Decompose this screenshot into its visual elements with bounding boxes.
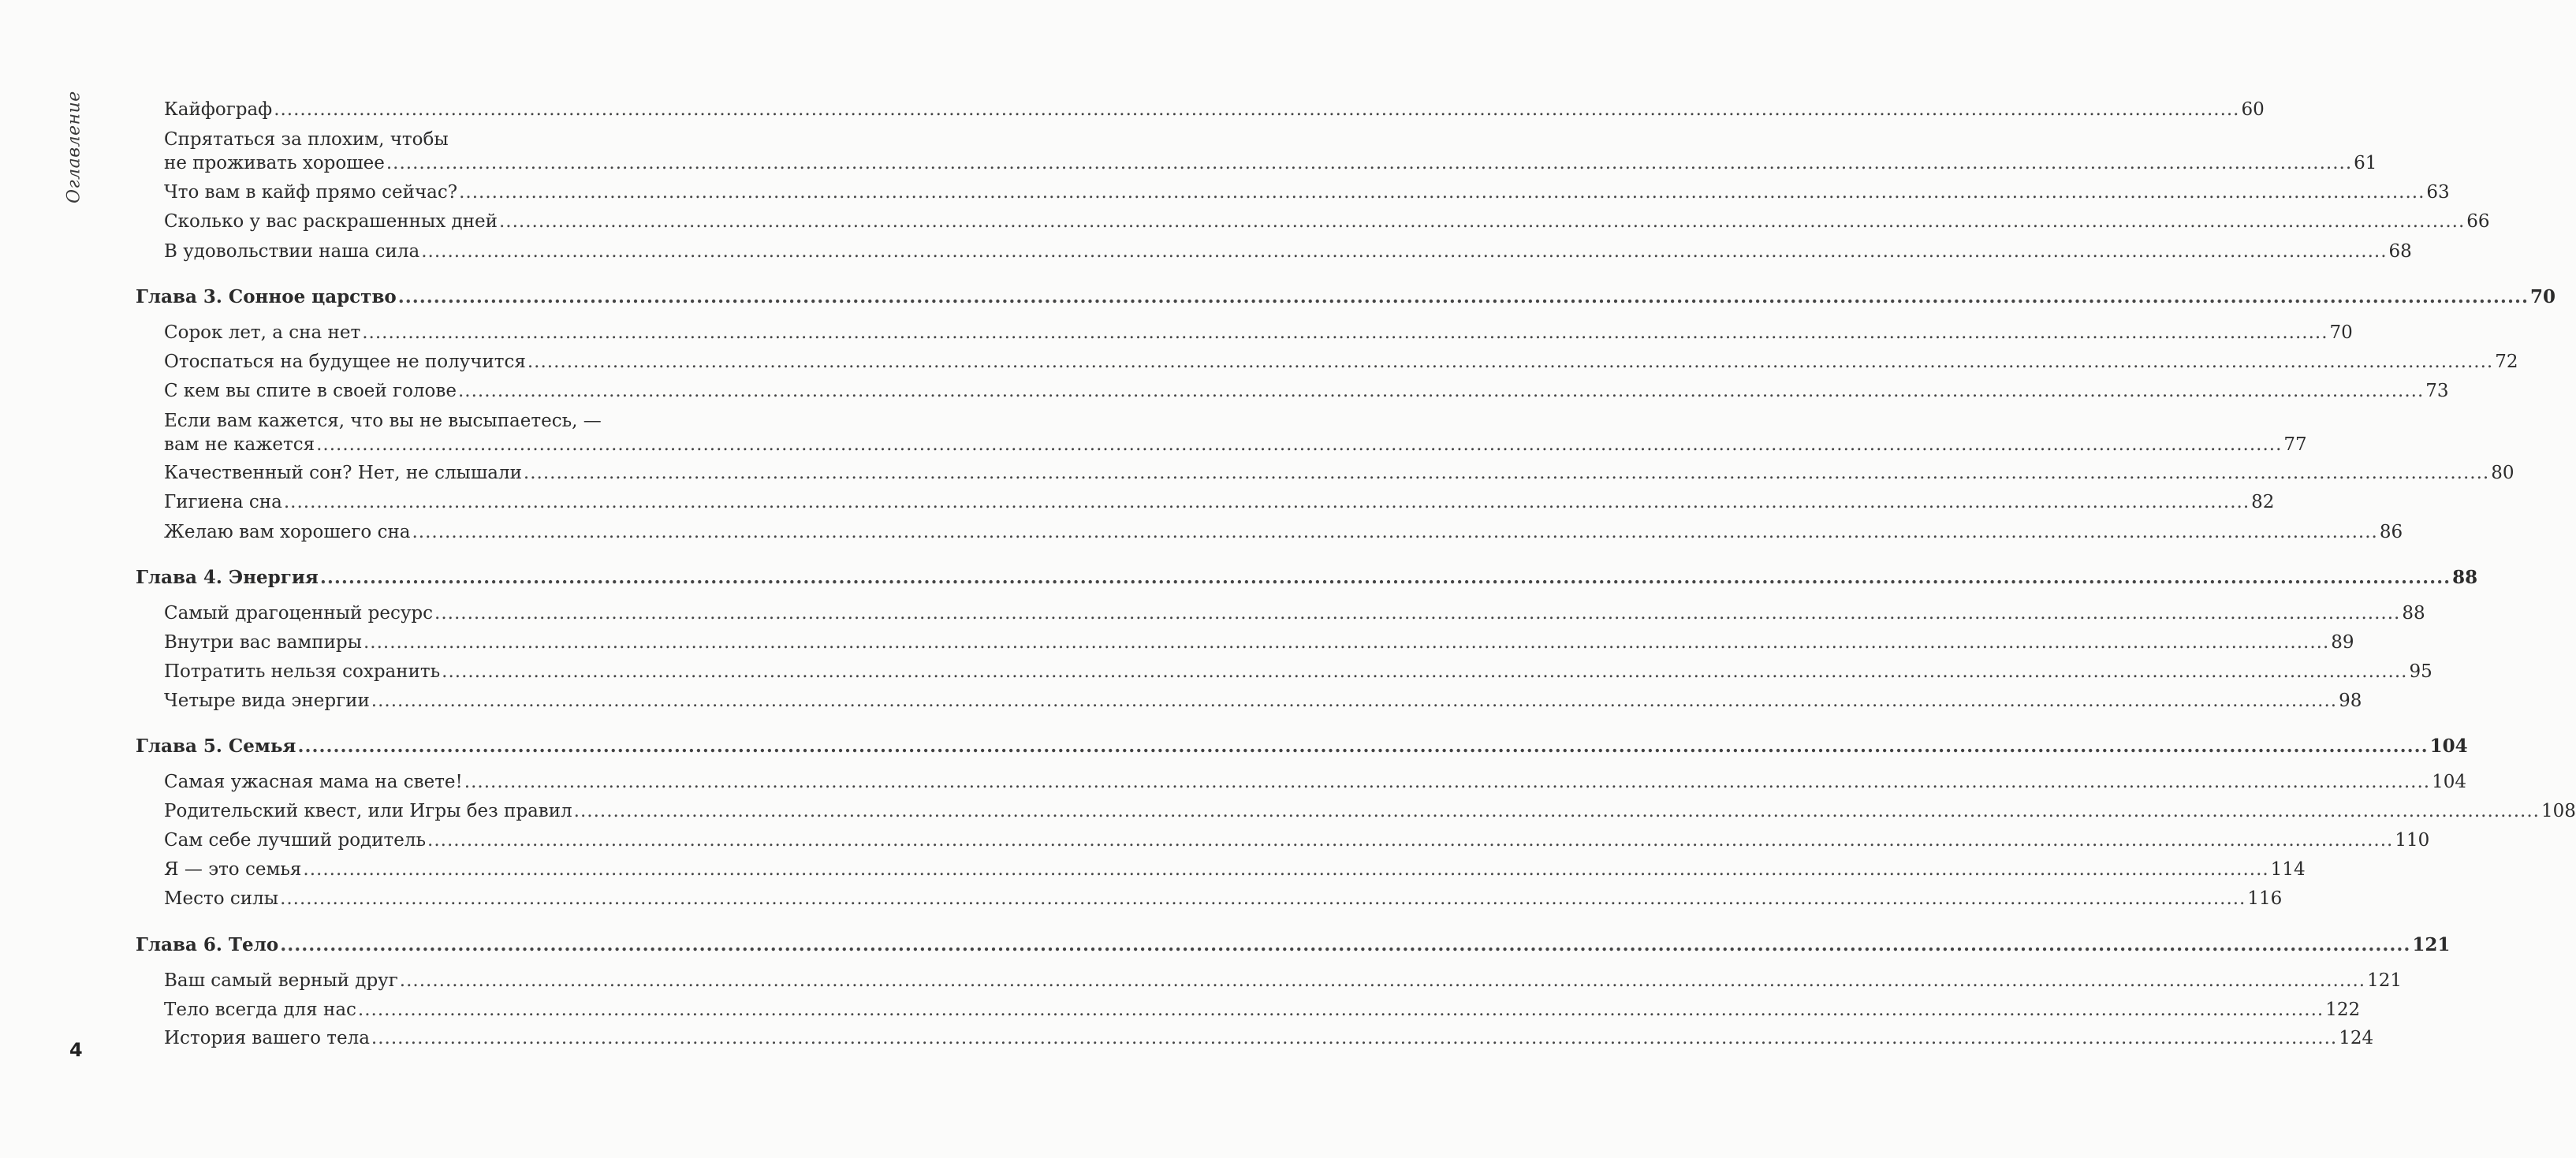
toc-entry[interactable] [164,240,2412,263]
toc-entry-page: 122 [2325,1000,2361,1020]
toc-entry-title: Четыре вида энергии [164,691,370,711]
toc-entry-title: Самый драгоценный ресурс [164,603,434,624]
dot-leader: ............................................................................................................................................................................................................................................................................................................ [412,522,2378,542]
toc-entry-page: 98 [2339,691,2362,711]
toc-entry[interactable] [164,379,2449,403]
toc-entry-title: Самая ужасная мама на свете! [164,772,463,792]
toc-entry-title: Я — это семья [164,859,302,880]
toc-entry[interactable] [164,770,2466,794]
toc-entry[interactable] [164,461,2514,485]
toc-entry-title: вам не кажется [164,434,315,455]
toc-entry[interactable] [164,350,2518,374]
dot-leader: ............................................................................................................................................................................................................................................................................................................ [397,286,2529,307]
toc-chapter-title: Глава 5. Семья [136,735,296,757]
toc-entry-title: С кем вы спите в своей голове [164,381,457,401]
toc-entry-page: 80 [2491,463,2514,483]
dot-leader: ............................................................................................................................................................................................................................................................................................................ [464,772,2431,792]
toc-entry-page: 114 [2270,859,2306,880]
toc-entry[interactable] [164,1026,2374,1050]
dot-leader: ............................................................................................................................................................................................................................................................................................................ [371,1028,2338,1048]
dot-leader: ............................................................................................................................................................................................................................................................................................................ [457,381,2425,401]
toc-entry-title: Кайфограф [164,99,273,120]
toc-entry-title: Потратить нельзя сохранить [164,661,441,682]
dot-leader: ............................................................................................................................................................................................................................................................................................................ [434,603,2401,624]
dot-leader: ............................................................................................................................................................................................................................................................................................................ [319,567,2451,588]
toc-entry[interactable] [164,601,2425,625]
dot-leader: ............................................................................................................................................................................................................................................................................................................ [386,153,2353,173]
toc-entry-page: 72 [2495,352,2518,372]
dot-leader: ............................................................................................................................................................................................................................................................................................................ [303,859,2269,880]
toc-chapter-page: 104 [2429,735,2468,757]
toc-entry-title: В удовольствии наша сила [164,241,420,262]
dot-leader: ............................................................................................................................................................................................................................................................................................................ [527,352,2494,372]
dot-leader: ............................................................................................................................................................................................................................................................................................................ [280,888,2246,909]
toc-entry-page: 124 [2339,1028,2374,1048]
dot-leader: ............................................................................................................................................................................................................................................................................................................ [283,492,2250,512]
toc-entry-title: Желаю вам хорошего сна [164,522,411,542]
toc-chapter-page: 88 [2452,567,2478,588]
running-head: Оглавление [64,91,84,203]
dot-leader: ............................................................................................................................................................................................................................................................................................................ [459,182,2425,203]
toc-entry-title: Сам себе лучший родитель [164,830,427,851]
toc-entry-page: 77 [2283,434,2307,455]
toc-entry-page: 88 [2402,603,2425,624]
toc-entry-title: Родительский квест, или Игры без правил [164,801,572,821]
toc-entry-page: 121 [2367,970,2402,991]
toc-entry-title-line1: Если вам кажется, что вы не высыпаетесь, — [164,411,602,431]
toc-entry[interactable] [164,828,2430,852]
toc-chapter-entry[interactable] [136,735,2468,758]
toc-chapter-entry[interactable] [136,566,2478,590]
dot-leader: ............................................................................................................................................................................................................................................................................................................ [280,934,2411,955]
toc-entry-page: 95 [2409,661,2432,682]
toc-entry-page: 82 [2251,492,2275,512]
toc-chapter-page: 121 [2412,934,2451,955]
toc-entry[interactable] [164,98,2265,121]
toc-entry[interactable] [164,660,2432,683]
dot-leader: ............................................................................................................................................................................................................................................................................................................ [498,211,2466,232]
dot-leader: ............................................................................................................................................................................................................................................................................................................ [316,434,2283,455]
toc-entry[interactable] [164,490,2275,514]
toc-entry-title-line1: Спрятаться за плохим, чтобы [164,129,449,150]
toc-entry-title: Гигиена сна [164,492,282,512]
toc-entry-title: Сколько у вас раскрашенных дней [164,211,498,232]
toc-entry-page: 110 [2395,830,2430,851]
toc-entry[interactable] [164,631,2354,654]
toc-entry-page: 116 [2247,888,2283,909]
dot-leader: ............................................................................................................................................................................................................................................................................................................ [363,632,2330,653]
dot-leader: ............................................................................................................................................................................................................................................................................................................ [421,241,2388,262]
toc-chapter-title: Глава 6. Тело [136,934,279,955]
dot-leader: ............................................................................................................................................................................................................................................................................................................ [297,735,2429,757]
dot-leader: ............................................................................................................................................................................................................................................................................................................ [371,691,2338,711]
toc-entry-page: 104 [2432,772,2466,792]
toc-entry-page: 60 [2241,99,2265,120]
dot-leader: ............................................................................................................................................................................................................................................................................................................ [523,463,2490,483]
page-number: 4 [69,1039,83,1061]
toc-entry-title: Что вам в кайф прямо сейчас? [164,182,458,203]
toc-chapter-entry[interactable] [136,933,2451,957]
toc-entry-title: Качественный сон? Нет, не слышали [164,463,522,483]
toc-entry[interactable] [164,858,2306,881]
toc-entry[interactable] [164,520,2403,544]
toc-entry[interactable] [164,129,2377,175]
toc-entry[interactable] [164,689,2362,713]
toc-entry[interactable] [164,799,2576,823]
toc-chapter-title: Глава 3. Сонное царство [136,286,397,307]
dot-leader: ............................................................................................................................................................................................................................................................................................................ [427,830,2394,851]
dot-leader: ............................................................................................................................................................................................................................................................................................................ [573,801,2540,821]
toc-entry-title: Тело всегда для нас [164,1000,356,1020]
toc-entry[interactable] [164,887,2283,910]
toc-entry[interactable] [164,181,2450,204]
toc-entry-title: Отоспаться на будущее не получится [164,352,526,372]
toc-entry[interactable] [164,210,2490,233]
toc-entry-page: 68 [2388,241,2412,262]
toc-entry-page: 70 [2329,322,2353,343]
toc-entry-page: 73 [2425,381,2449,401]
toc-entry-page: 66 [2466,211,2490,232]
dot-leader: ............................................................................................................................................................................................................................................................................................................ [362,322,2328,343]
toc-entry[interactable] [164,411,2307,456]
toc-entry[interactable] [164,321,2353,344]
toc-entry-title: Место силы [164,888,279,909]
toc-entry-title: Ваш самый верный друг [164,970,398,991]
dot-leader: ............................................................................................................................................................................................................................................................................................................ [399,970,2366,991]
dot-leader: ............................................................................................................................................................................................................................................................................................................ [442,661,2408,682]
toc-entry-title: История вашего тела [164,1028,370,1048]
toc-entry[interactable] [164,969,2402,992]
toc-entry-page: 108 [2541,801,2576,821]
toc-entry-page: 61 [2354,153,2377,173]
dot-leader: ............................................................................................................................................................................................................................................................................................................ [357,1000,2324,1020]
dot-leader: ............................................................................................................................................................................................................................................................................................................ [274,99,2240,120]
toc-entry-title: Сорок лет, а сна нет [164,322,361,343]
toc-entry-title: не проживать хорошее [164,153,385,173]
toc-entry-page: 86 [2379,522,2403,542]
toc-entry-title: Внутри вас вампиры [164,632,362,653]
toc-chapter-entry[interactable] [136,285,2555,309]
toc-chapter-page: 70 [2529,286,2555,307]
toc-chapter-title: Глава 4. Энергия [136,567,319,588]
toc-entry-page: 89 [2331,632,2354,653]
toc-entry-page: 63 [2426,182,2450,203]
toc-entry[interactable] [164,998,2361,1022]
